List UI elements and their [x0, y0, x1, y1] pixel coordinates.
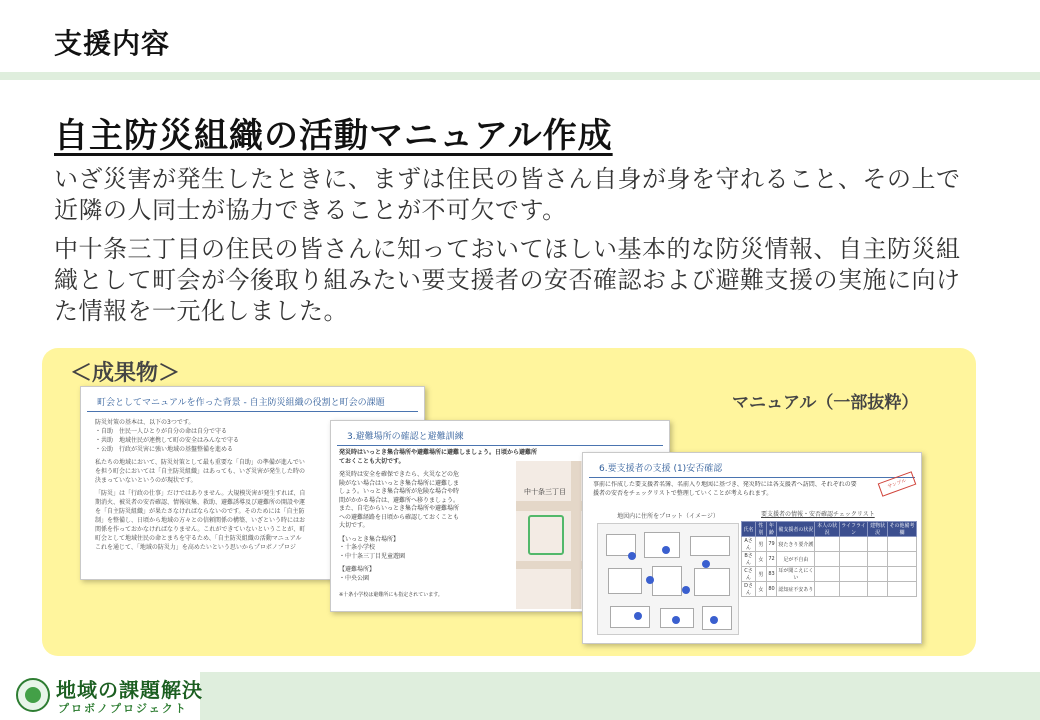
column-header: 本人の状況: [815, 522, 839, 537]
text-line: 私たちの地域において、防災対策として最も重要な「自助」の準備が進んでい: [95, 459, 305, 466]
table-header-row: [742, 522, 917, 537]
map-area-label: 中十条三丁目: [524, 488, 566, 496]
column-header: 建物状況: [868, 522, 888, 537]
table-cell: 女: [756, 582, 767, 597]
table-cell: [868, 552, 888, 567]
text-line: ・自助 住民一人ひとりが自分の命は自分で守る: [95, 428, 228, 435]
manual-page-body: [339, 449, 538, 600]
text-line: 期消火、被災者の安否確認、情報収集、救助、避難誘導及び避難所の開設や運: [95, 499, 306, 506]
table-cell: Aさん: [742, 537, 756, 552]
text-line: ・中央公園: [339, 574, 370, 582]
text-line: 発災時はいっとき集合場所や避難場所に避難しましょう。日頃から避難所: [339, 449, 538, 456]
map-marker: [646, 576, 654, 584]
table-cell: [815, 567, 839, 582]
table-cell: 寝たきり要介護: [777, 537, 815, 552]
table-cell: [839, 567, 867, 582]
column-header: 年齢: [766, 522, 777, 537]
table-cell: 80: [766, 582, 777, 597]
column-header: 氏名: [742, 522, 756, 537]
map-marker: [682, 586, 690, 594]
text-line: 決まっていないというのが現状です。: [95, 477, 197, 484]
table-cell: 足が不自由: [777, 552, 815, 567]
text-line: ・中十条三丁目児童遊園: [339, 552, 406, 560]
sample-stamp: サンプル: [878, 471, 917, 496]
text-line: 大切です。: [339, 522, 369, 529]
column-header: その他備考欄: [889, 523, 915, 536]
text-line: また、自宅からいっとき集合場所や避難場所: [339, 505, 460, 512]
text-line: 防災対策の基本は、以下の3つです。: [95, 419, 195, 426]
text-line: 険がない場合はいっとき集合場所に避難しま: [339, 479, 460, 487]
text-line: ・公助 行政が災害に強い地域の基盤整備を進める: [95, 446, 234, 453]
text-line: 「防災」は「行政の仕事」だけではありません。大規模災害が発生すれば、自: [95, 490, 306, 497]
deliverables-label: ＜成果物＞: [70, 361, 181, 386]
table-cell: 79: [766, 537, 777, 552]
table-cell: [839, 552, 867, 567]
logo-title: 地域の課題解決: [56, 678, 203, 702]
map-marker: [702, 560, 710, 568]
summary-paragraph: 中十条三丁目の住民の皆さんに知っておいてほしい基本的な防災情報、自主防災組織として町会が今後取り組みたい要支援者の安否確認および避難支援の実施に向けた情報を一元化しました。: [54, 235, 961, 325]
table-cell: [888, 552, 917, 567]
column-header: 備支援者の状況: [777, 522, 815, 537]
map-marker: [628, 552, 636, 560]
table-cell: [868, 582, 888, 597]
safety-checklist-table: [741, 521, 917, 597]
text-line: 町会として地域住民の命とまちを守るため、「自主防災組織の活動マニュアル: [95, 535, 302, 542]
table-cell: Cさん: [742, 567, 756, 582]
map-marker: [710, 616, 718, 624]
table-cell: [888, 567, 917, 582]
table-cell: [888, 582, 917, 597]
map-marker: [672, 616, 680, 624]
text-line: を「自主防災組織」が果たさなければならないのです。そのためには「自主防: [95, 508, 305, 515]
page-title: 支援内容: [54, 27, 171, 60]
text-line: ておくことも大切です。: [339, 457, 405, 465]
text-line: 援者の安否をチェックリストで整理していくことが考えられます。: [593, 489, 773, 497]
text-line: ・共助 地域住民が連携して町の安全はみんなで守る: [95, 437, 240, 444]
text-line: 間がかかる場合は、避難所へ移りましょう。: [339, 496, 460, 504]
page-header: [0, 0, 1040, 74]
table-cell: 耳が聞こえにくい: [778, 568, 814, 581]
text-line: 制」を整備し、日頃から地域の方々との信頼関係の構築、いざという時にはお: [95, 517, 306, 524]
text-line: ・十条小学校: [339, 544, 376, 551]
text-line: への避難経路を日頃から確認しておくことも: [339, 513, 460, 521]
manual-excerpt-note: マニュアル（一部抜粋）: [732, 393, 919, 413]
header-divider: [0, 72, 1040, 80]
map-caption: 地図内に住所をプロット（イメージ）: [617, 513, 719, 520]
text-line: 【いっとき集合場所】: [339, 535, 400, 543]
text-line: 関係を作っておかなければなりません。これができていないということが、町: [95, 526, 306, 533]
column-header: ライフライン: [841, 523, 866, 536]
manual-page-body: [593, 481, 913, 498]
table-cell: [815, 537, 839, 552]
table-row: [742, 582, 917, 597]
table-row: [742, 567, 917, 582]
leaf-icon: [16, 678, 50, 712]
table-cell: Bさん: [742, 552, 756, 567]
table-cell: 72: [766, 552, 777, 567]
table-row: [742, 552, 917, 567]
table-cell: [815, 582, 839, 597]
table-cell: [868, 537, 888, 552]
text-line: 発災時は安全を確保できたら、火災などの危: [339, 471, 460, 478]
manual-page-safety-check: [582, 452, 922, 644]
manual-page-title: 6.要支援者の支援 (1)安否確認: [589, 453, 915, 478]
text-line: しょう。いっとき集合場所が危険な場合や時: [339, 488, 460, 495]
table-row: [742, 537, 917, 552]
table-cell: 男: [756, 567, 767, 582]
table-cell: [868, 567, 888, 582]
manual-page-title: 町会としてマニュアルを作った背景 - 自主防災組織の役割と町会の課題: [87, 387, 418, 412]
manual-page-title: 3.避難場所の確認と避難訓練: [337, 421, 663, 446]
text-line: を担う町会においては「自主防災組織」はあっても、いざ災害が発生した時の: [95, 468, 305, 475]
project-logo: [14, 674, 214, 718]
text-line: 【避難場所】: [339, 566, 376, 573]
table-cell: Dさん: [742, 582, 756, 597]
map-marker: [634, 612, 642, 620]
column-header: 性別: [756, 522, 767, 537]
footnote: ※十条小学校は避難所にも指定されています。: [339, 592, 443, 598]
table-cell: [839, 537, 867, 552]
text-line: これを通じて、「地域の防災力」を高めたいという思いからプロボノプロジ: [95, 544, 296, 551]
section-title: 自主防災組織の活動マニュアル作成: [54, 116, 613, 156]
map-marker: [662, 546, 670, 554]
text-line: 事前に作成した要支援者名簿、名前入り地図に基づき、発災時には各支援者へ訪問、それぞれの要: [593, 481, 857, 488]
table-cell: [815, 552, 839, 567]
table-cell: 認知症不安あり: [777, 582, 815, 597]
table-cell: [888, 537, 917, 552]
intro-paragraph: いざ災害が発生したときに、まずは住民の皆さん自身が身を守れること、その上で近隣の人同士が協力できることが不可欠です。: [54, 165, 961, 224]
table-cell: [839, 582, 867, 597]
logo-subtitle: プロボノプロジェクト: [58, 702, 188, 715]
resident-map: [597, 523, 739, 635]
checklist-caption: 要支援者の情報・安否確認チェックリスト: [761, 511, 875, 518]
table-cell: 男: [756, 537, 767, 552]
footer-band: [200, 672, 1040, 720]
table-cell: 女: [756, 552, 767, 567]
table-cell: 83: [766, 567, 777, 582]
